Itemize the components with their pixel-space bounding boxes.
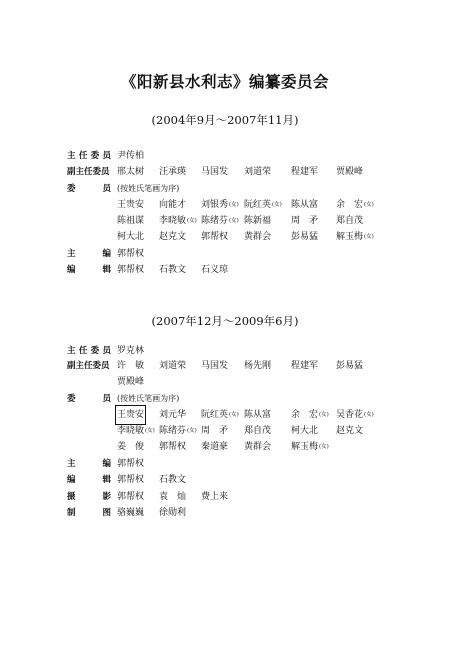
member-name: 罗克林 [117, 346, 145, 356]
member-name: 陈祖谋 [117, 216, 145, 226]
member-name: 郭帮权 [117, 265, 145, 275]
member-name: 石教文 [159, 475, 187, 485]
gender-mark: (女) [145, 428, 155, 434]
member-name: 刘元华 [159, 410, 187, 420]
gender-mark: (女) [319, 412, 329, 418]
member-name: 贾殿峰 [117, 377, 145, 387]
gender-mark: (女) [229, 202, 239, 208]
member-name: 余 宏(女) [336, 200, 374, 210]
member-name: 解玉梅(女) [291, 442, 329, 452]
page-title: 《阳新县水利志》编纂委员会 [120, 72, 329, 91]
member-name: 秦道豪 [201, 442, 229, 452]
role-label: 主任委员 [67, 151, 111, 161]
ordering-note: (按姓氏笔画为序) [117, 184, 180, 193]
role-label: 摄 影 [67, 492, 111, 502]
member-name: 石义琼 [201, 265, 229, 275]
role-label: 制 图 [67, 508, 111, 518]
period-2: (2007年12月～2009年6月) [151, 314, 299, 328]
member-name: 马国发 [201, 167, 229, 177]
member-name: 汪承瑛 [159, 167, 187, 177]
member-name: 李晓敏(女) [117, 426, 155, 436]
period-1: (2004年9月～2007年11月) [151, 113, 299, 127]
member-name: 郭帮权 [201, 232, 229, 242]
member-name: 柯大北 [291, 426, 319, 436]
member-name: 郑自茂 [336, 216, 364, 226]
member-name: 杨先刚 [244, 361, 272, 371]
member-name: 陈从富 [291, 200, 319, 210]
member-name: 周 矛 [201, 426, 229, 436]
gender-mark: (女) [364, 234, 374, 240]
member-name: 李晓敏(女) [159, 216, 197, 226]
role-label: 主任委员 [67, 346, 111, 356]
role-label: 委 员 [67, 394, 111, 404]
member-name: 黄群会 [244, 442, 272, 452]
ordering-note: (按姓氏笔画为序) [117, 394, 180, 403]
member-name: 彭易猛 [291, 232, 319, 242]
member-name: 阮红英(女) [201, 410, 239, 420]
gender-mark: (女) [272, 202, 282, 208]
member-name: 郭帮权 [159, 442, 187, 452]
member-name: 陈绪芬(女) [201, 216, 239, 226]
member-name: 程建军 [291, 167, 319, 177]
member-name: 刘道荣 [159, 361, 187, 371]
member-name: 王贵安 [117, 407, 144, 423]
member-name: 姜 俊 [117, 442, 145, 452]
member-name: 赵克文 [336, 426, 364, 436]
member-name: 吴香花(女) [336, 410, 374, 420]
member-name: 向能才 [159, 200, 187, 210]
role-label: 主 编 [67, 249, 111, 259]
member-name: 郭帮权 [117, 459, 145, 469]
role-label: 委 员 [67, 184, 111, 194]
member-name: 郑自茂 [244, 426, 272, 436]
member-name: 陈绪芬(女) [159, 426, 197, 436]
member-name: 程建军 [291, 361, 319, 371]
member-name: 阮红英(女) [244, 200, 282, 210]
member-name: 袁 灿 [159, 492, 187, 502]
member-name: 彭易猛 [336, 361, 364, 371]
gender-mark: (女) [229, 218, 239, 224]
role-label: 副主任委员 [67, 167, 110, 177]
gender-mark: (女) [187, 218, 197, 224]
role-label: 编 辑 [67, 475, 111, 485]
member-name: 郭帮权 [117, 492, 145, 502]
member-name: 王贵安 [117, 200, 145, 210]
member-name: 赵克文 [159, 232, 187, 242]
member-name: 郭帮权 [117, 475, 145, 485]
role-label: 编 辑 [67, 265, 111, 275]
member-name: 马国发 [201, 361, 229, 371]
member-name: 刘银秀(女) [201, 200, 239, 210]
member-name: 许 敏 [117, 361, 145, 371]
member-name: 黄群会 [244, 232, 272, 242]
member-name: 柯大北 [117, 232, 145, 242]
role-label: 主 编 [67, 459, 111, 469]
member-name: 余 宏(女) [291, 410, 329, 420]
gender-mark: (女) [187, 428, 197, 434]
member-name: 陈从富 [244, 410, 272, 420]
member-name: 陈新福 [244, 216, 272, 226]
member-name: 解玉梅(女) [336, 232, 374, 242]
member-name: 周 矛 [291, 216, 319, 226]
member-name: 费上来 [201, 492, 229, 502]
role-label: 副主任委员 [67, 361, 110, 371]
member-name: 徐勋利 [159, 508, 187, 518]
member-name: 贾殿峰 [336, 167, 364, 177]
member-name: 骆巍巍 [117, 508, 145, 518]
member-name: 刘道荣 [244, 167, 272, 177]
gender-mark: (女) [319, 444, 329, 450]
member-name: 邢太树 [117, 167, 145, 177]
member-name: 郭帮权 [117, 249, 145, 259]
member-name: 尹传柏 [117, 151, 145, 161]
gender-mark: (女) [364, 202, 374, 208]
gender-mark: (女) [229, 412, 239, 418]
member-name: 石教文 [159, 265, 187, 275]
gender-mark: (女) [364, 412, 374, 418]
